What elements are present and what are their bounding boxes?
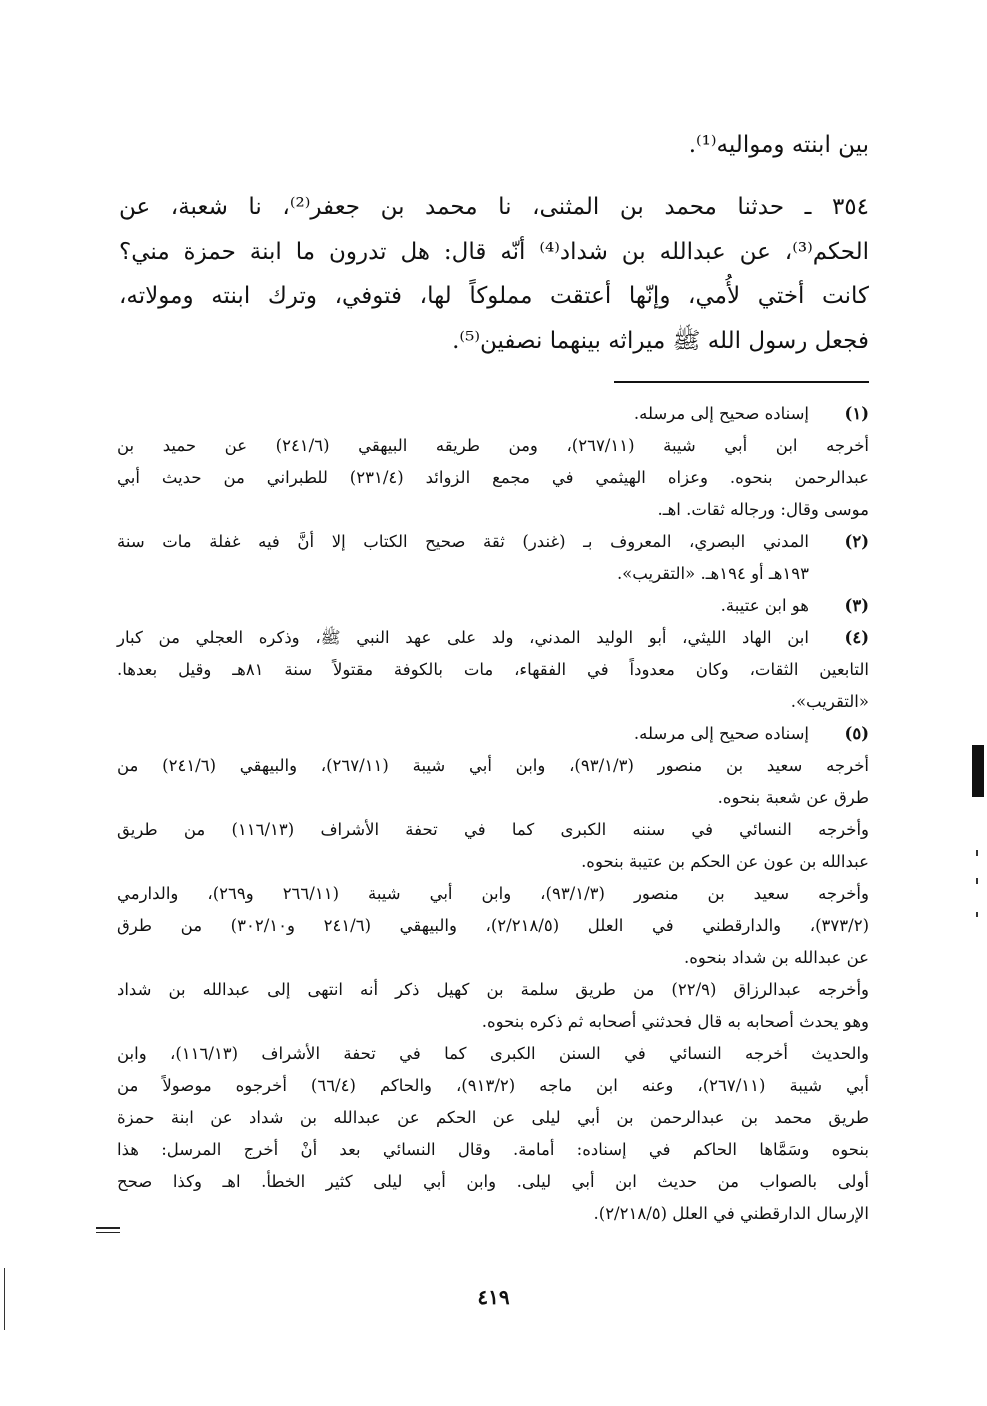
footnote-line: «التقريب». bbox=[790, 692, 869, 711]
footnote-line: المدني البصري، المعروف بـ (غندر) ثقة صحيح الكتاب إلا أنَّ فيه غفلة مات سنة bbox=[117, 532, 809, 551]
scan-edge-mark bbox=[972, 745, 984, 797]
footnote-4 bbox=[117, 622, 869, 718]
hadith-line: فجعل رسول الله ﷺ ميراثه بينهما نصفين⁽⁵⁾. bbox=[452, 327, 869, 354]
footnote-line: عن عبدالله بن شداد بنحوه. bbox=[684, 948, 869, 967]
hadith-line: كانت أختي لأُمي، وإنّها أعتقت مملوكاً لها، فتوفي، وترك ابنته ومولاته، bbox=[119, 283, 869, 309]
footnote-2 bbox=[117, 526, 869, 590]
footnote-line: أبي شيبة (٢٦٧/١١)، وعنه ابن ماجه (٩١٣/٢)، والحاكم (٦٦/٤) أخرجوه موصولاً من bbox=[117, 1076, 869, 1095]
margin-equals-mark bbox=[96, 1227, 120, 1234]
footnote-line: الإرسال الدارقطني في العلل (٢/٢١٨/٥). bbox=[593, 1204, 869, 1223]
hadith-line: ٣٥٤ ـ حدثنا محمد بن المثنى، نا محمد بن جعفر⁽²⁾، نا شعبة، عن bbox=[119, 194, 870, 220]
scan-edge-tick bbox=[4, 1268, 5, 1330]
footnote-separator bbox=[614, 381, 869, 383]
footnote-line: (٣٧٣/٢)، والدارقطني في العلل (٢/٢١٨/٥)، والبيهقي (٢٤١/٦ و٣٠٢/١٠) من طرق bbox=[117, 916, 869, 935]
footnote-line: أولى بالصواب من حديث ابن أبي ليلى. وابن أبي ليلى كثير الخطأ. اهـ وكذا صحح bbox=[117, 1172, 869, 1191]
footnote-line: بنحوه وسَمَّاها الحاكم في إسناده: أمامة. وقال النسائي بعد أنْ أخرج المرسل: هذا bbox=[117, 1140, 869, 1159]
hadith-line: الحكم⁽³⁾، عن عبدالله بن شداد⁽⁴⁾ أنّه قال: هل تدرون ما ابنة حمزة مني؟ bbox=[119, 238, 869, 265]
footnote-line: عبدالله بن عون عن الحكم بن عتيبة بنحوه. bbox=[581, 852, 869, 871]
footnotes bbox=[117, 398, 869, 1230]
footnote-line: طرق عن شعبة بنحوه. bbox=[717, 788, 869, 807]
scan-edge-tick bbox=[976, 878, 978, 884]
footnote-5 bbox=[117, 718, 869, 1230]
page-number: ٤١٩ bbox=[477, 1285, 510, 1309]
footnote-line: طريق محمد بن عبدالرحمن بن أبي ليلى عن الحكم عن عبدالله بن شداد عن ابنة حمزة bbox=[117, 1108, 869, 1127]
footnote-line: وأخرجه عبدالرزاق (٢٢/٩) من طريق سلمة بن كهيل ذكر أنه انتهى إلى عبدالله بن شداد bbox=[117, 980, 869, 999]
footnote-line: التابعين الثقات، وكان معدوداً في الفقهاء، مات بالكوفة مقتولاً سنة ٨١هـ وقيل بعدها. bbox=[117, 660, 869, 679]
footnote-line: موسى وقال: ورجاله ثقات. اهـ. bbox=[657, 500, 869, 519]
footnote-line: إسناده صحيح إلى مرسله. bbox=[633, 404, 809, 423]
footnote-line: أخرجه سعيد بن منصور (٩٣/١/٣)، وابن أبي شيبة (٢٦٧/١١)، والبيهقي (٢٤١/٦) من bbox=[117, 756, 869, 775]
footnote-line: وهو يحدث أصحابه به قال فحدثني أصحابه ثم ذكره بنحوه. bbox=[481, 1012, 869, 1031]
footnote-line: إسناده صحيح إلى مرسله. bbox=[633, 724, 809, 743]
hadith-paragraph bbox=[119, 185, 869, 363]
footnote-number: (٢) bbox=[844, 532, 869, 551]
footnote-number: (٤) bbox=[844, 628, 869, 647]
footnote-line: والحديث أخرجه النسائي في السنن الكبرى كما في تحفة الأشراف (١١٦/١٣)، وابن bbox=[117, 1044, 869, 1063]
footnote-number: (٥) bbox=[844, 724, 869, 743]
footnote-line: أخرجه ابن أبي شيبة (٢٦٧/١١)، ومن طريقه البيهقي (٢٤١/٦) عن حميد بن bbox=[117, 436, 870, 455]
footnote-3 bbox=[117, 590, 869, 622]
footnote-1 bbox=[117, 398, 869, 526]
footnote-number: (١) bbox=[844, 404, 869, 423]
footnote-line: ابن الهاد الليثي، أبو الوليد المدني، ولد على عهد النبي ﷺ، وذكره العجلي من كبار bbox=[117, 628, 809, 647]
footnote-number: (٣) bbox=[844, 596, 869, 615]
scan-edge-tick bbox=[976, 912, 978, 917]
footnote-line: ١٩٣هـ أو ١٩٤هـ. «التقريب». bbox=[616, 564, 809, 583]
scan-edge-tick bbox=[976, 850, 978, 856]
footnote-line: وأخرجه سعيد بن منصور (٩٣/١/٣)، وابن أبي شيبة (٢٦٦/١١ و٢٦٩)، والدارمي bbox=[117, 884, 869, 903]
footnote-line: هو ابن عتيبة. bbox=[720, 596, 809, 615]
continued-text-line: بين ابنته ومواليه⁽¹⁾. bbox=[688, 132, 869, 158]
footnote-line: وأخرجه النسائي في سننه الكبرى كما في تحفة الأشراف (١١٦/١٣) من طريق bbox=[117, 820, 870, 839]
footnote-line: عبدالرحمن بنحوه. وعزاه الهيثمي في مجمع الزوائد (٢٣١/٤) للطبراني من حديث أبي bbox=[117, 468, 870, 487]
